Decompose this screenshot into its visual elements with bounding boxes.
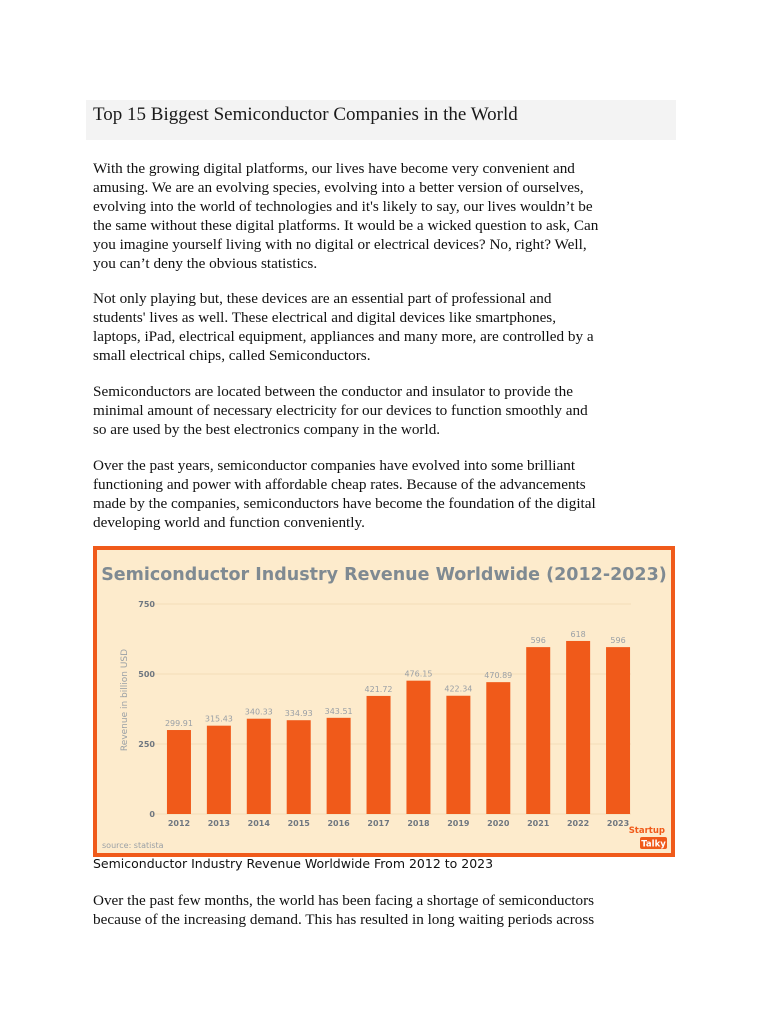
y-axis-label: Revenue in billion USD — [120, 648, 130, 752]
paragraph-line: so are used by the best electronics company in the world. — [93, 421, 441, 438]
x-tick-label: 2022 — [566, 819, 590, 828]
paragraph-1 — [93, 159, 683, 273]
x-tick-label: 2017 — [367, 819, 390, 828]
y-tick-label: 750 — [138, 600, 155, 609]
bar-2019 — [446, 696, 470, 814]
bar-2020 — [486, 682, 510, 814]
x-tick-label: 2013 — [207, 819, 231, 828]
brand-line-2: Talky — [641, 839, 666, 850]
bar-2015 — [287, 720, 311, 814]
x-tick-label: 2021 — [527, 819, 550, 828]
bar-value-label: 596 — [610, 636, 626, 646]
paragraph-line: Over the past few months, the world has been facing a shortage of semiconductors — [93, 892, 595, 909]
bar-2021 — [526, 647, 550, 814]
bar-value-label: 421.72 — [364, 684, 393, 694]
bar-value-label: 422.34 — [444, 684, 473, 694]
paragraph-line: small electrical chips, called Semiconductors. — [93, 347, 371, 364]
bar-2014 — [247, 719, 271, 814]
paragraph-5 — [93, 891, 683, 929]
paragraph-line: With the growing digital platforms, our lives have become very convenient and — [93, 160, 575, 177]
chart-title: Semiconductor Industry Revenue Worldwide (2012-2023) — [101, 565, 667, 585]
chart-caption: Semiconductor Industry Revenue Worldwide From 2012 to 2023 — [93, 856, 494, 871]
paragraph-line: evolving into the world of technologies and it's likely to say, our lives wouldn’t be — [93, 198, 593, 215]
bar-2023 — [606, 647, 630, 814]
bar-2018 — [406, 681, 430, 814]
x-tick-label: 2020 — [487, 819, 510, 828]
bar-value-label: 334.93 — [284, 709, 313, 719]
paragraph-line: you can’t deny the obvious statistics. — [93, 255, 318, 272]
y-tick-label: 500 — [138, 670, 155, 679]
paragraph-line: Not only playing but, these devices are an essential part of professional and — [93, 290, 552, 307]
bar-value-label: 343.51 — [324, 706, 353, 716]
bar-value-label: 340.33 — [244, 707, 273, 717]
paragraph-2 — [93, 289, 683, 365]
page-title: Top 15 Biggest Semiconductor Companies in the World — [93, 104, 518, 125]
bar-2022 — [566, 641, 590, 814]
x-tick-label: 2012 — [167, 819, 191, 828]
paragraph-line: minimal amount of necessary electricity for our devices to function smoothly and — [93, 402, 588, 419]
paragraph-line: made by the companies, semiconductors have become the foundation of the digital — [93, 495, 596, 512]
bar-value-label: 299.91 — [164, 719, 193, 729]
bar-2013 — [207, 726, 231, 814]
paragraph-line: because of the increasing demand. This has resulted in long waiting periods across — [93, 911, 595, 928]
bar-value-label: 470.89 — [484, 671, 513, 681]
paragraph-3 — [93, 382, 683, 439]
bar-value-label: 476.15 — [404, 669, 433, 679]
paragraph-4 — [93, 456, 683, 532]
paragraph-line: students' lives as well. These electrical and digital devices like smartphones, — [93, 309, 557, 326]
paragraph-line: Semiconductors are located between the conductor and insulator to provide the — [93, 383, 573, 400]
bar-value-label: 596 — [530, 636, 546, 646]
paragraph-line: functioning and power with affordable cheap rates. Because of the advancements — [93, 476, 586, 493]
x-tick-label: 2016 — [327, 819, 350, 828]
y-tick-label: 250 — [138, 740, 155, 749]
brand-line-1: Startup — [628, 826, 665, 836]
bar-2012 — [167, 730, 191, 814]
paragraph-line: developing world and function conveniently. — [93, 514, 365, 531]
bar-value-label: 618 — [570, 629, 586, 639]
paragraph-line: laptops, iPad, electrical equipment, appliances and many more, are controlled by a — [93, 328, 594, 345]
heading-bar — [86, 100, 676, 140]
x-tick-label: 2019 — [447, 819, 470, 828]
x-tick-label: 2023 — [606, 819, 630, 828]
bar-2016 — [327, 718, 351, 814]
x-tick-label: 2014 — [247, 819, 270, 828]
bar-2017 — [367, 696, 391, 814]
x-tick-label: 2015 — [287, 819, 310, 828]
revenue-chart-svg — [97, 550, 671, 853]
paragraph-line: the same without these digital platforms. It would be a wicked question to ask, Can — [93, 217, 599, 234]
bar-value-label: 315.43 — [204, 714, 233, 724]
paragraph-line: Over the past years, semiconductor companies have evolved into some brilliant — [93, 457, 576, 474]
revenue-chart — [93, 546, 675, 857]
chart-source: source: statista — [102, 841, 164, 850]
paragraph-line: amusing. We are an evolving species, evolving into a better version of ourselves, — [93, 179, 584, 196]
y-tick-label: 0 — [149, 810, 155, 819]
paragraph-line: you imagine yourself living with no digital or electrical devices? No, right? Well, — [93, 236, 587, 253]
x-tick-label: 2018 — [407, 819, 430, 828]
